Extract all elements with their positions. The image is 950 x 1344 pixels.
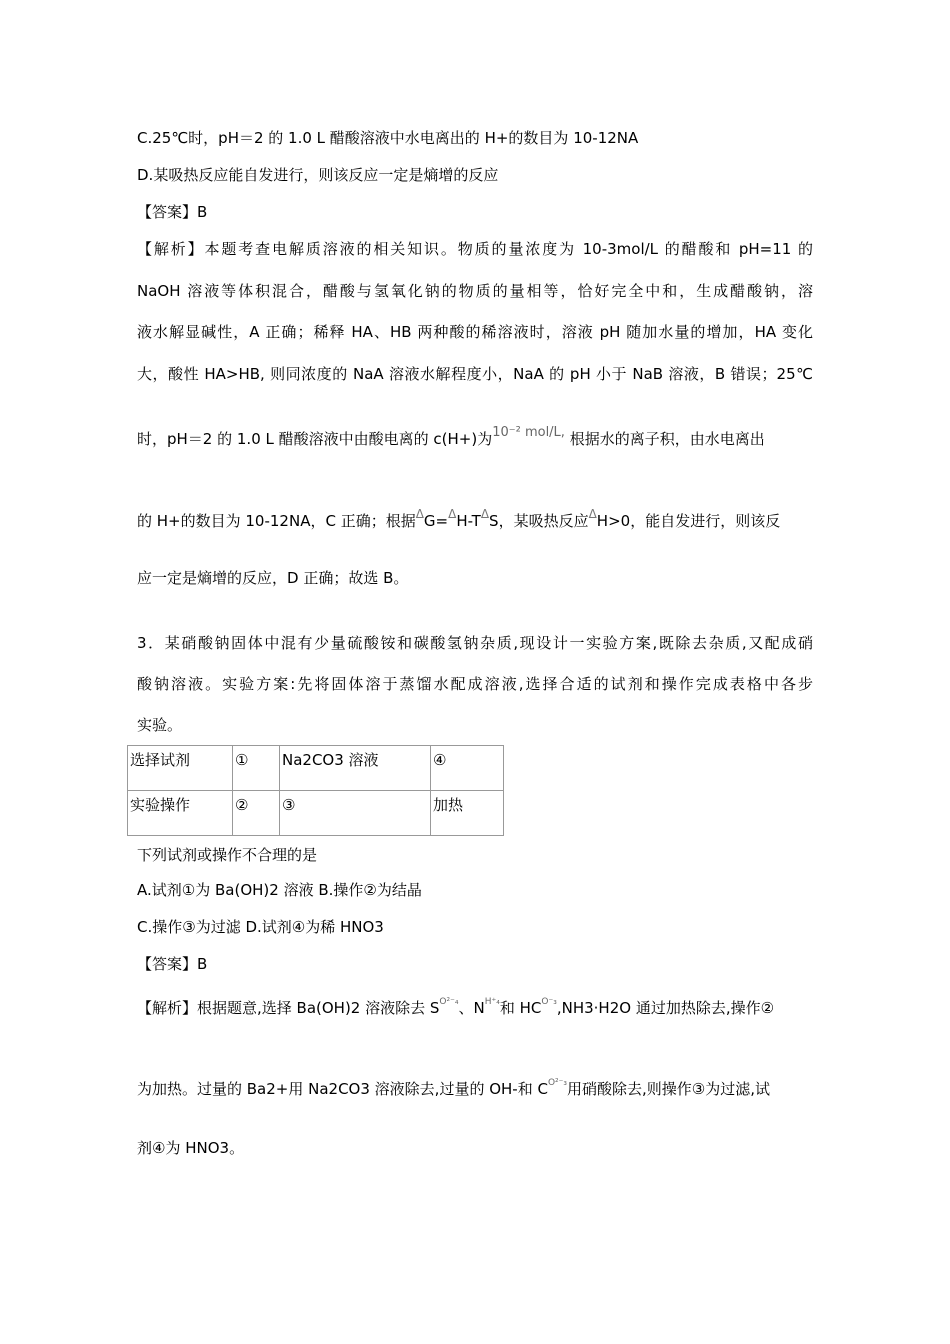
table-cell: ④ <box>431 746 504 791</box>
text: 为加热。过量的 Ba2+用 Na2CO3 溶液除去,过量的 OH-和 C <box>137 1080 548 1098</box>
concentration-formula: 10⁻² mol/L, <box>492 425 565 440</box>
carbonate-formula: O²⁻₃ <box>547 1078 568 1088</box>
reagent-table <box>127 745 504 836</box>
text: 用硝酸除去,则操作③为过滤,试 <box>567 1080 771 1098</box>
analysis-line-1: 【解析】本题考查电解质溶液的相关知识。物质的量浓度为 10-3mol/L 的醋酸和 pH=11 的 <box>137 240 813 258</box>
delta-symbol: Δ <box>588 507 597 521</box>
table-row <box>128 791 504 836</box>
q3-stem-2: 酸钠溶液。实验方案:先将固体溶于蒸馏水配成溶液,选择合适的试剂和操作完成表格中各步 <box>137 675 813 693</box>
analysis-line-4: 大，酸性 HA>HB, 则同浓度的 NaA 溶液水解程度小，NaA 的 pH 小于 NaB 溶液，B 错误；25℃ <box>137 365 813 383</box>
text: 根据水的离子积，由水电离出 <box>564 430 765 448</box>
table-cell: ③ <box>280 791 431 836</box>
delta-symbol: Δ <box>415 507 424 521</box>
text: 、N <box>458 999 485 1017</box>
sulfate-formula: O²⁻₄ <box>439 997 459 1007</box>
table-cell: 选择试剂 <box>128 746 233 791</box>
text: S，某吸热反应 <box>489 512 589 530</box>
q3-answer: 【答案】B <box>137 955 208 973</box>
analysis-line-2: NaOH 溶液等体积混合，醋酸与氢氧化钠的物质的量相等，恰好完全中和，生成醋酸钠，溶 <box>137 282 813 300</box>
analysis-line-5 <box>137 425 765 451</box>
delta-symbol: Δ <box>448 507 457 521</box>
delta-symbol: Δ <box>480 507 490 521</box>
q3-question: 下列试剂或操作不合理的是 <box>137 846 318 864</box>
text: G= <box>423 512 449 530</box>
table-cell: Na2CO3 溶液 <box>280 746 431 791</box>
table-row <box>128 746 504 791</box>
q3-analysis-line-3: 剂④为 HNO3。 <box>137 1139 245 1157</box>
table-cell: ② <box>233 791 280 836</box>
text: ,NH3·H2O 通过加热除去,操作② <box>556 999 775 1017</box>
q3-stem-1: 3．某硝酸钠固体中混有少量硫酸铵和碳酸氢钠杂质,现设计一实验方案,既除去杂质,又配成硝 <box>137 634 813 652</box>
analysis-line-7: 应一定是熵增的反应，D 正确；故选 B。 <box>137 569 409 587</box>
analysis-line-6 <box>137 507 781 532</box>
q3-analysis-line-1 <box>137 998 774 1021</box>
table-cell: 实验操作 <box>128 791 233 836</box>
text: H>0，能自发进行，则该反 <box>596 512 781 530</box>
q3-stem-3: 实验。 <box>137 716 183 734</box>
option-d: D.某吸热反应能自发进行，则该反应一定是熵增的反应 <box>137 166 499 184</box>
table-cell: 加热 <box>431 791 504 836</box>
ammonium-formula: H⁺₄ <box>484 997 500 1007</box>
text: H-T <box>456 512 481 530</box>
table-cell: ① <box>233 746 280 791</box>
bicarbonate-formula: O⁻₃ <box>541 997 557 1007</box>
q3-analysis-line-2 <box>137 1079 770 1102</box>
q3-options-ab: A.试剂①为 Ba(OH)2 溶液 B.操作②为结晶 <box>137 881 422 899</box>
text: 的 H+的数目为 10-12NA，C 正确；根据 <box>137 512 416 530</box>
text: 和 HC <box>499 999 542 1017</box>
text: 【解析】根据题意,选择 Ba(OH)2 溶液除去 S <box>137 999 440 1017</box>
analysis-line-3: 液水解显碱性，A 正确；稀释 HA、HB 两种酸的稀溶液时，溶液 pH 随加水量的增加，HA 变化 <box>137 323 813 341</box>
q3-options-cd: C.操作③为过滤 D.试剂④为稀 HNO3 <box>137 918 384 936</box>
answer: 【答案】B <box>137 203 208 221</box>
text: 时，pH＝2 的 1.0 L 醋酸溶液中由酸电离的 c(H+)为 <box>137 430 493 448</box>
option-c: C.25℃时，pH＝2 的 1.0 L 醋酸溶液中水电离出的 H+的数目为 10-12NA <box>137 129 639 147</box>
